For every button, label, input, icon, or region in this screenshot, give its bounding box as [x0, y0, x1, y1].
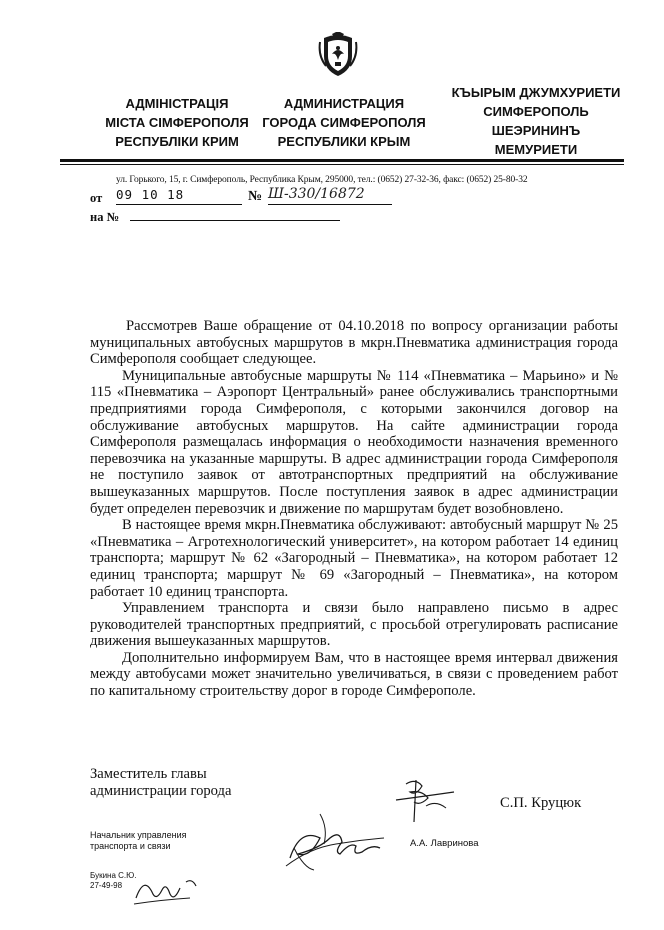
address-line: ул. Горького, 15, г. Симферополь, Республика Крым, 295000, тел.: (0652) 27-32-36, факс: (0652) 25-80-32	[116, 175, 528, 185]
number-underline	[268, 204, 392, 205]
header-divider-thin	[60, 164, 624, 165]
header-crimean-tatar: КЪЫРЫМ ДЖУМХУРИЕТИ СИМФЕРОПОЛЬ ШЕЭРИНИНЪ МЕМУРИЕТИ	[451, 85, 621, 157]
number-label: №	[248, 189, 263, 204]
header-russian: АДМИНИСТРАЦИЯ ГОРОДА СИМФЕРОПОЛЯ РЕСПУБЛИКИ КРЫМ	[262, 96, 426, 149]
reply-to-underline	[130, 220, 340, 221]
handwritten-signature	[130, 868, 210, 908]
date-label: от	[90, 191, 103, 205]
registration-date: 09 10 18	[116, 187, 185, 202]
paragraph: В настоящее время мкрн.Пневматика обслуживают: автобусный маршрут № 25 «Пневматика – Агротехнологический университет», на котором работает 14 единиц транспорта; маршрут № 62 «Загородный – Пневматика», на котором работает 12 единиц транспорта; маршрут № 69 «Загородный – Пневматика», на котором работает 10 единиц транспорта.	[90, 517, 618, 600]
registration-number: Ш-330/16872	[268, 186, 365, 202]
department-head-name: А.А. Лавринова	[410, 838, 479, 849]
reply-to-label: на №	[90, 210, 120, 224]
coat-of-arms-emblem	[318, 32, 358, 78]
signer-title: Заместитель главы администрации города	[90, 766, 232, 799]
paragraph: Дополнительно информируем Вам, что в настоящее время интервал движения между автобусами может значительно увеличиваться, в связи с проведением работ по капитальному строительству дорог в городе Симферополе.	[90, 649, 618, 700]
header-ukrainian: АДМІНІСТРАЦІЯ МІСТА СІМФЕРОПОЛЯ РЕСПУБЛІКИ КРИМ	[105, 96, 249, 149]
paragraph: Муниципальные автобусные маршруты № 114 «Пневматика – Марьино» и № 115 «Пневматика – Аэропорт Центральный» ранее обслуживались транспортными предприятиями города Симферополя, с которыми закончился договор на обслуживание автобусных маршрутов. На сайте администрации города Симферополя размещалась информация о необходимости назначения временного перевозчика на указанные маршруты. В адрес администрации города Симферополя не поступило заявок от автотранспортных предприятий на обслуживание вышеуказанных маршрутов. После поступления заявок в адрес администрации будет определен перевозчик и движение по маршрутам будет возобновлено.	[90, 367, 618, 517]
date-underline	[116, 204, 242, 205]
department-head-title: Начальник управления транспорта и связи	[90, 830, 187, 851]
letter-body	[90, 318, 618, 700]
paragraph: Рассмотрев Ваше обращение от 04.10.2018 по вопросу организации работы муниципальных автобусных маршрутов в мкрн.Пневматика администрация города Симферополя сообщает следующее.	[90, 318, 618, 368]
executor-info: Букина С.Ю. 27-49-98	[90, 871, 137, 890]
handwritten-signature	[280, 808, 390, 876]
header-divider-thick	[60, 159, 624, 162]
paragraph: Управлением транспорта и связи было направлено письмо в адрес руководителей транспортных предприятий, с просьбой отрегулировать расписание движения вышеуказанных маршрутов.	[90, 600, 618, 650]
signer-name: С.П. Круцюк	[500, 795, 582, 811]
